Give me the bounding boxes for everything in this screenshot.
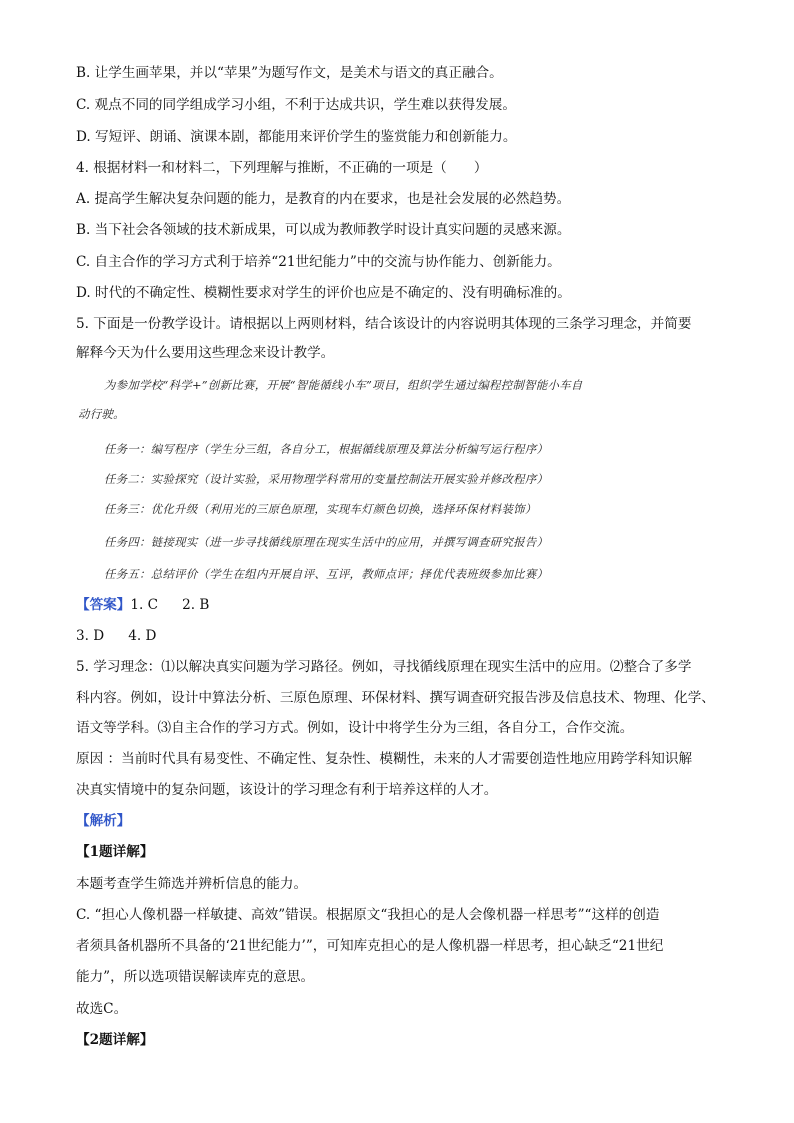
q1-detail-heading: 【1题详解】 [76,844,154,860]
answer-line-2 [76,626,726,646]
answer-2: 2. B [182,597,210,613]
design-task-1: 任务一：编写程序（学生分三组，各自分工，根据循线原理及算法分析编写运行程序） [104,442,549,456]
q3-option-d: D. 写短评、朗诵、演课本剧，都能用来评价学生的鉴赏能力和创新能力。 [76,129,517,145]
analysis-label [76,811,726,831]
design-intro-line1: 为参加学校“科学+”创新比赛，开展“智能循线小车”项目，组织学生通过编程控制智能小车自 [104,378,583,392]
design-task-3: 任务三：优化升级（利用光的三原色原理，实现车灯颜色切换，选择环保材料装饰） [104,502,537,516]
answer-4: 4. D [128,628,157,644]
q1-detail-line-2: C. “担心人像机器一样敏捷、高效”错误。根据原文“我担心的是人会像机器一样思考”“这样的创造 [76,907,660,923]
q1-detail-line-5: 故选C。 [76,1001,128,1017]
q5-stem-line2: 解释今天为什么要用这些理念来设计教学。 [76,345,335,361]
q4-option-a: A. 提高学生解决复杂问题的能力，是教育的内在要求，也是社会发展的必然趋势。 [76,191,571,207]
design-task-2: 任务二：实验探究（设计实验，采用物理学科常用的变量控制法开展实验并修改程序） [104,472,549,486]
q1-detail-line-4: 能力”，所以选项错误解读库克的意思。 [76,969,315,985]
answer-5-line-3: 语文等学科。⑶自主合作的学习方式。例如，设计中将学生分为三组，各自分工，合作交流。 [76,720,634,736]
answer-line-1 [76,595,726,615]
q3-option-b: B. 让学生画苹果，并以“苹果”为题写作文，是美术与语文的真正融合。 [76,65,503,81]
q4-stem: 4. 根据材料一和材料二，下列理解与推断，不正确的一项是（ ） [76,160,488,176]
q4-option-d: D. 时代的不确定性、模糊性要求对学生的评价也应是不确定的、没有明确标准的。 [76,285,571,301]
q4-option-c: C. 自主合作的学习方式利于培养“21世纪能力”中的交流与协作能力、创新能力。 [76,254,561,270]
design-task-5: 任务五：总结评价（学生在组内开展自评、互评，教师点评；择优代表班级参加比赛） [104,567,549,581]
answer-5-line-2: 科内容。例如，设计中算法分析、三原色原理、环保材料、撰写调查研究报告涉及信息技术、物理、化学、 [76,690,715,706]
answer-3: 3. D [76,628,105,644]
q2-detail-heading: 【2题详解】 [76,1032,154,1048]
q5-stem-line1: 5. 下面是一份教学设计。请根据以上两则材料，结合该设计的内容说明其体现的三条学习理念，并简要 [76,316,692,332]
answer-label: 【答案】 [76,597,131,613]
q4-option-b: B. 当下社会各领域的技术新成果，可以成为教师教学时设计真实问题的灵感来源。 [76,222,571,238]
q1-detail-line-3: 者须具备机器所不具备的‘21世纪能力’”，可知库克担心的是人像机器一样思考，担心缺乏“21世纪 [76,938,664,954]
answer-1: 1. C [130,597,159,613]
answer-5-line-4: 原因 ：当前时代具有易变性、不确定性、复杂性、模糊性，未来的人才需要创造性地应用跨学科知识解 [76,751,693,767]
q1-detail-line-1: 本题考查学生筛选并辨析信息的能力。 [76,876,308,892]
design-task-4: 任务四：链接现实（进一步寻找循线原理在现实生活中的应用，并撰写调查研究报告） [104,535,549,549]
answer-5-line-1: 5. 学习理念：⑴以解决真实问题为学习路径。例如，寻找循线原理在现实生活中的应用。⑵整合了多学 [76,659,692,675]
answer-5-line-5: 决真实情境中的复杂问题，该设计的学习理念有利于培养这样的人才。 [76,782,498,798]
design-intro-line2: 动行驶。 [78,407,125,421]
q3-option-c: C. 观点不同的同学组成学习小组，不利于达成共识，学生难以获得发展。 [76,97,516,113]
analysis-label-text: 【解析】 [76,813,131,829]
